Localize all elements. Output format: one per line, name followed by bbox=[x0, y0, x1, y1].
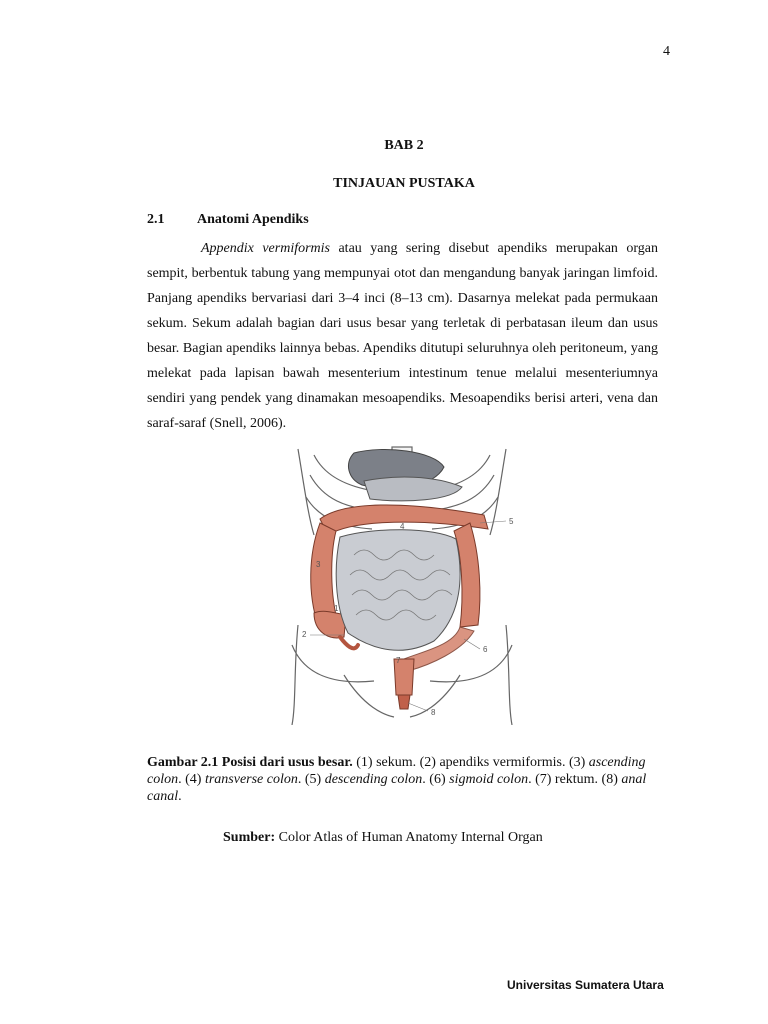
anal-canal bbox=[398, 695, 410, 709]
caption-term: descending colon bbox=[324, 772, 423, 787]
caption-term: ascending colon bbox=[147, 755, 646, 787]
section-number: 2.1 bbox=[147, 212, 165, 227]
svg-text:8: 8 bbox=[431, 708, 436, 717]
svg-text:2: 2 bbox=[302, 630, 307, 639]
chapter-heading: BAB 2 bbox=[384, 138, 424, 153]
caption-term: sigmoid colon bbox=[449, 772, 529, 787]
caption-text: . (4) bbox=[178, 772, 205, 787]
caption-text: . bbox=[178, 789, 182, 804]
svg-text:6: 6 bbox=[483, 645, 488, 654]
caption-text: . (5) bbox=[297, 772, 325, 787]
svg-text:1: 1 bbox=[334, 604, 339, 613]
anatomy-figure bbox=[284, 445, 520, 725]
svg-text:4: 4 bbox=[400, 522, 405, 531]
figure-caption bbox=[147, 754, 647, 805]
svg-text:5: 5 bbox=[509, 517, 514, 526]
svg-text:7: 7 bbox=[396, 656, 401, 665]
caption-text: (1) sekum. (2) apendiks vermiformis. (3) bbox=[352, 755, 589, 770]
figure-source bbox=[223, 830, 543, 846]
source-label: Sumber: bbox=[223, 830, 276, 845]
chapter-title: TINJAUAN PUSTAKA bbox=[333, 176, 475, 191]
caption-label: Gambar 2.1 Posisi dari usus besar. bbox=[147, 755, 353, 770]
caption-term: transverse colon bbox=[204, 772, 298, 787]
caption-text: . (7) rektum. (8) bbox=[528, 772, 622, 787]
page-number: 4 bbox=[663, 44, 670, 59]
section-title: Anatomi Apendiks bbox=[197, 212, 309, 227]
source-text: Color Atlas of Human Anatomy Internal Organ bbox=[275, 830, 543, 845]
university-footer: Universitas Sumatera Utara bbox=[507, 978, 664, 992]
appendix bbox=[340, 637, 358, 648]
section-heading bbox=[147, 212, 309, 228]
paragraph-term: Appendix vermiformis bbox=[201, 241, 330, 256]
abdomen-illustration bbox=[284, 445, 520, 725]
body-paragraph bbox=[147, 236, 658, 436]
caption-text: . (6) bbox=[422, 772, 450, 787]
liver bbox=[364, 477, 462, 501]
svg-text:3: 3 bbox=[316, 560, 321, 569]
paragraph-text: atau yang sering disebut apendiks merupakan organ sempit, berbentuk tabung yang mempunyai otot dan mengandung banyak jaringan limfoid. Panjang apendiks bervariasi dari 3–4 inci (8–13 cm). Dasarnya melekat pada permukaan sekum. Sekum adalah bagian dari usus besar yang terletak di perbatasan ileum dan usus besar. Bagian apendiks lainnya bebas. Apendiks ditutupi seluruhnya oleh peritoneum, yang melekat pada lapisan bawah mesenterium intestinum tenue melalui mesenteriumnya sendiri yang pendek yang dinamakan mesoapendiks. Mesoapendiks berisi arteri, vena dan saraf-saraf (Snell, 2006). bbox=[147, 241, 658, 431]
caption-term: anal canal bbox=[147, 772, 647, 804]
